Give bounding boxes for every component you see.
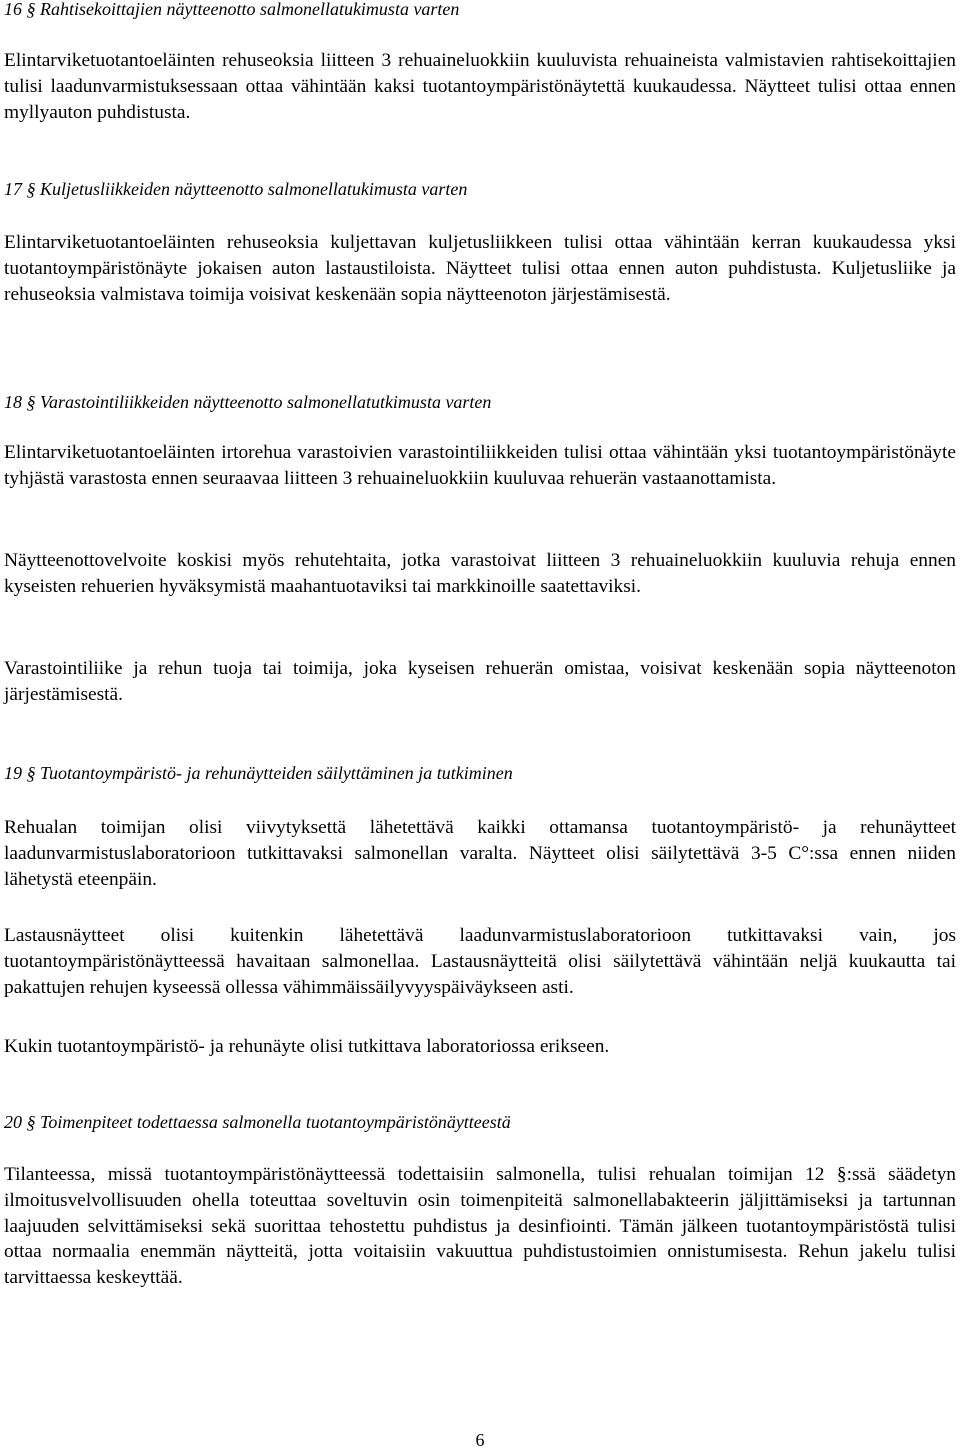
section-16-paragraph: Elintarviketuotantoeläinten rehuseoksia liitteen 3 rehuaineluokkiin kuuluvista rehuaineista valmistavien rahtisekoittajien tulisi laadunvarmistuksessaan ottaa vähintään kaksi tuotantoympäristönäytettä kuukaudessa. Näytteet tulisi ottaa ennen myllyauton puhdistusta. xyxy=(4,50,956,123)
section-18-paragraph-2: Näytteenottovelvoite koskisi myös rehutehtaita, jotka varastoivat liitteen 3 rehuaineluokkiin kuuluvia rehuja ennen kyseisten rehuerien hyväksymistä maahantuotaviksi tai markkinoille saatettaviksi. xyxy=(4,550,956,597)
section-19-paragraph-3: Kukin tuotantoympäristö- ja rehunäyte olisi tutkittava laboratoriossa erikseen. xyxy=(4,1036,610,1057)
section-heading-20: 20 § Toimenpiteet todettaessa salmonella tuotantoympäristönäytteestä xyxy=(4,1112,511,1132)
section-19-paragraph-2: Lastausnäytteet olisi kuitenkin lähetettävä laadunvarmistuslaboratorioon tutkittavaksi vain, jos tuotantoympäristönäytteessä havaitaan salmonellaa. Lastausnäytteitä olisi säilytettävä vähintään neljä kuukautta tai pakattujen rehujen kyseessä ollessa vähimmäissäilyvyyspäiväykseen asti. xyxy=(4,925,956,998)
section-20-paragraph: Tilanteessa, missä tuotantoympäristönäytteessä todettaisiin salmonella, tulisi rehualan toimijan 12 §:ssä säädetyn ilmoitusvelvollisuuden ohella toteuttaa soveltuvin osin toimenpiteitä salmonellabakteerin jäljittämiseksi ja tartunnan laajuuden selvittämiseksi sekä suorittaa tehostettu puhdistus ja desinfiointi. Tämän jälkeen tuotantoympäristöstä tulisi ottaa normaalia enemmän näytteitä, jotta voitaisiin vakuuttua puhdistustoimien onnistumisesta. Rehun jakelu tulisi tarvittaessa keskeyttää. xyxy=(4,1164,956,1289)
section-heading-18: 18 § Varastointiliikkeiden näytteenotto salmonellatutkimusta varten xyxy=(4,392,492,412)
section-heading-19: 19 § Tuotantoympäristö- ja rehunäytteiden säilyttäminen ja tutkiminen xyxy=(4,763,513,783)
section-18-paragraph-1: Elintarviketuotantoeläinten irtorehua varastoivien varastointiliikkeiden tulisi ottaa vähintään yksi tuotantoympäristönäyte tyhjästä varastosta ennen seuraavaa liitteen 3 rehuaineluokkiin kuuluvaa rehuerän vastaanottamista. xyxy=(4,442,956,489)
section-heading-17: 17 § Kuljetusliikkeiden näytteenotto salmonellatukimusta varten xyxy=(4,179,468,199)
section-19-paragraph-1: Rehualan toimijan olisi viivytyksettä lähetettävä kaikki ottamansa tuotantoympäristö- ja rehunäytteet laadunvarmistuslaboratorioon tutkittavaksi salmonellan varalta. Näytteet olisi säilytettävä 3-5 C°:ssa ennen niiden lähetystä eteenpäin. xyxy=(4,817,956,890)
section-18-paragraph-3: Varastointiliike ja rehun tuoja tai toimija, joka kyseisen rehuerän omistaa, voisivat keskenään sopia näytteenoton järjestämisestä. xyxy=(4,658,956,705)
section-17-paragraph: Elintarviketuotantoeläinten rehuseoksia kuljettavan kuljetusliikkeen tulisi ottaa vähintään kerran kuukaudessa yksi tuotantoympäristönäyte jokaisen auton lastaustiloista. Näytteet tulisi ottaa ennen auton puhdistusta. Kuljetusliike ja rehuseoksia valmistava toimija voisivat keskenään sopia näytteenoton järjestämisestä. xyxy=(4,232,956,305)
section-heading-16: 16 § Rahtisekoittajien näytteenotto salmonellatukimusta varten xyxy=(4,0,460,19)
page-number: 6 xyxy=(475,1430,485,1450)
